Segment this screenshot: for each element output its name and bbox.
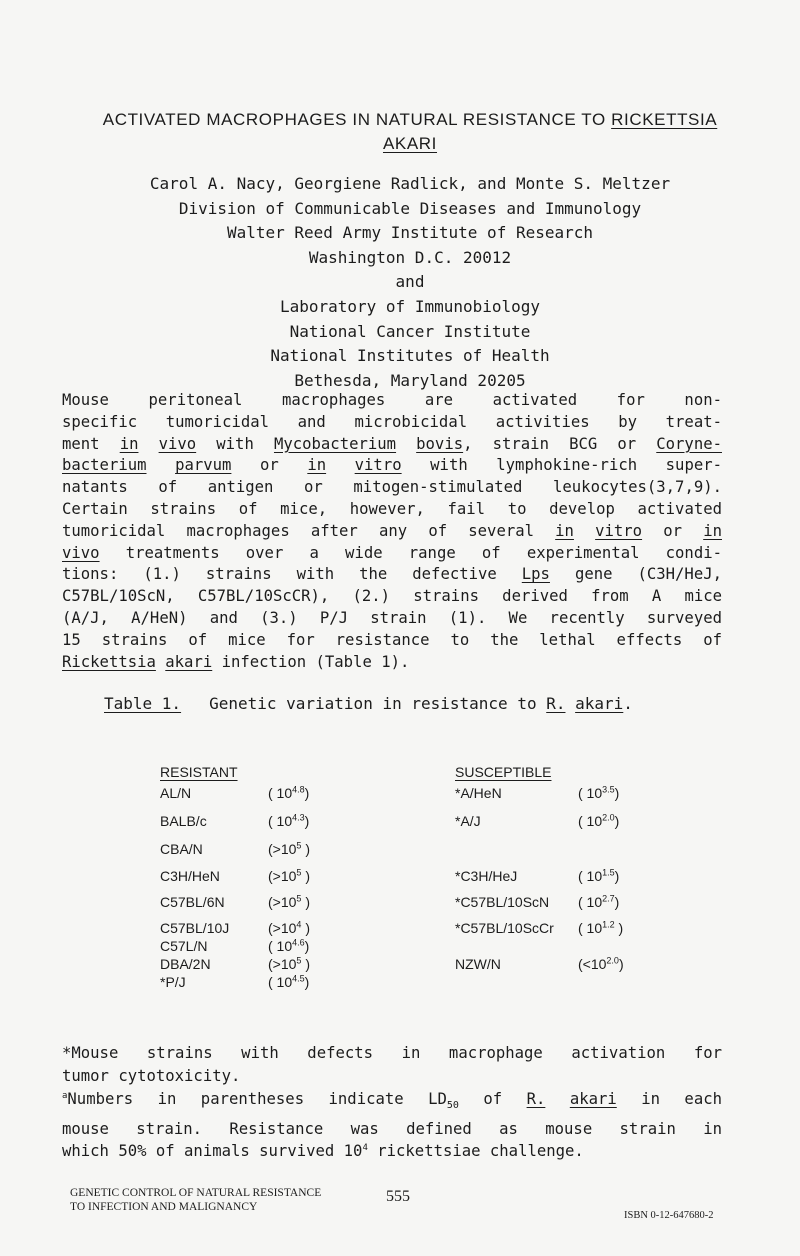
ld50-value: ($>10^5$ ): [268, 840, 310, 857]
susceptible-column: [455, 764, 655, 786]
ld50-value: ($>10^5$ ): [268, 867, 310, 884]
abstract-line: (A/J, A/HeN) and (3.) P/J strain (1). We recently surveyed: [62, 608, 722, 627]
resistant-column: [160, 764, 320, 786]
affiliation-line: and: [395, 272, 425, 292]
strain-name: AL/N: [160, 785, 192, 801]
affiliation-line: Laboratory of Immunobiology: [279, 296, 541, 316]
strain-name: *A/J: [455, 813, 481, 829]
footnote-a-continued: mouse strain. Resistance was defined as mouse strain in: [62, 1119, 722, 1138]
strain-name: C57L/N: [160, 938, 208, 954]
ld50-value: ( $10^{4.5}$): [268, 973, 310, 990]
strain-name: BALB/c: [160, 813, 207, 829]
ld50-value: ( $10^{1.2}$ ): [578, 919, 624, 936]
affiliation-line: Bethesda, Maryland 20205: [294, 370, 526, 390]
affiliation-line: Walter Reed Army Institute of Research: [226, 223, 594, 243]
affiliation-line: Division of Communicable Diseases and Immunology: [178, 198, 642, 218]
strain-name: *C3H/HeJ: [455, 868, 518, 884]
ld50-value: ( $10^{4.6}$): [268, 937, 310, 954]
footnote-star-continued: tumor cytotoxicity.: [62, 1066, 241, 1085]
ld50-value: ( $10^{4.8}$): [268, 784, 310, 801]
abstract-line: specific tumoricidal and microbicidal activities by treat-: [62, 412, 722, 431]
footnote-a: $^a$Numbers in parentheses indicate $LD_{50}$ of R. akari in each: [62, 1089, 722, 1111]
book-title: [70, 1186, 321, 1214]
strain-name: *C57BL/10ScN: [455, 894, 550, 910]
abstract-line: vivo treatments over a wide range of experimental condi-: [62, 543, 722, 562]
affiliation-line: National Institutes of Health: [270, 346, 550, 366]
abstract-line: C57BL/10ScN, C57BL/10ScCR), (2.) strains derived from A mice: [62, 587, 722, 606]
strain-name: *A/HeN: [455, 785, 502, 801]
strain-name: DBA/2N: [160, 956, 211, 972]
affiliation-line: National Cancer Institute: [289, 321, 531, 341]
page-number: 555: [386, 1188, 410, 1205]
strain-name: *P/J: [160, 974, 186, 990]
abstract-line: 15 strains of mice for resistance to the lethal effects of: [62, 630, 722, 649]
ld50-value: ( $10^{3.5}$): [578, 784, 620, 801]
resistant-header: RESISTANT: [160, 764, 238, 780]
strain-name: C57BL/6N: [160, 894, 225, 910]
ld50-value: ($>10^5$ ): [268, 955, 310, 972]
footnote-star: *Mouse strains with defects in macrophage activation for: [62, 1044, 722, 1062]
paper-title: [60, 108, 760, 156]
abstract-line: tumoricidal macrophages after any of several in vitro or in: [62, 521, 722, 540]
ld50-value: ($>10^5$ ): [268, 893, 310, 910]
abstract-line: Certain strains of mice, however, fail to develop activated: [62, 499, 722, 518]
strain-name: C57BL/10J: [160, 920, 230, 936]
ld50-value: ( $10^{2.7}$): [578, 893, 620, 910]
table-caption-text: Genetic variation in resistance to R. akari.: [209, 694, 633, 713]
footnotes: [62, 1042, 722, 1163]
ld50-value: $(<10^{2.0})$: [578, 955, 624, 972]
author-names: Carol A. Nacy, Georgiene Radlick, and Monte S. Meltzer: [149, 174, 671, 193]
author-affiliations: [60, 172, 760, 393]
book-title-line-2: TO INFECTION AND MALIGNANCY: [70, 1201, 258, 1213]
abstract-line: tions: (1.) strains with the defective Lps gene (C3H/HeJ,: [62, 565, 722, 584]
book-title-line-1: GENETIC CONTROL OF NATURAL RESISTANCE: [70, 1187, 322, 1199]
isbn: ISBN 0-12-647680-2: [624, 1210, 714, 1221]
title-line-1: ACTIVATED MACROPHAGES IN NATURAL RESISTANCE TO: [102, 110, 612, 129]
abstract-line: Mouse peritoneal macrophages are activated for non-: [62, 391, 722, 409]
strain-name: *C57BL/10ScCr: [455, 920, 554, 936]
table-caption: [104, 694, 633, 713]
strain-name: CBA/N: [160, 841, 203, 857]
abstract-paragraph: [62, 390, 722, 673]
abstract-line: natants of antigen or mitogen-stimulated leukocytes(3,7,9).: [62, 478, 722, 497]
abstract-line: bacterium parvum or in vitro with lymphokine-rich super-: [62, 456, 722, 475]
abstract-line: ment in vivo with Mycobacterium bovis, strain BCG or Coryne-: [62, 434, 722, 453]
footnote-a-last: which 50% of animals survived $10^4$ rickettsiae challenge.: [62, 1142, 584, 1161]
abstract-line: Rickettsia akari infection (Table 1).: [62, 652, 410, 671]
affiliation-line: Washington D.C. 20012: [308, 247, 512, 267]
strain-name: C3H/HeN: [160, 868, 220, 884]
ld50-value: ( $10^{1.5}$): [578, 867, 620, 884]
title-underlined-word: RICKETTSIA: [611, 110, 718, 129]
ld50-value: ($>10^4$ ): [268, 919, 310, 936]
table-label: Table 1.: [104, 694, 182, 713]
susceptible-header: SUSCEPTIBLE: [455, 764, 552, 780]
ld50-value: ( $10^{2.0}$): [578, 812, 620, 829]
title-line-2: AKARI: [382, 134, 438, 153]
strain-name: NZW/N: [455, 956, 501, 972]
ld50-value: ( $10^{4.3}$): [268, 812, 310, 829]
